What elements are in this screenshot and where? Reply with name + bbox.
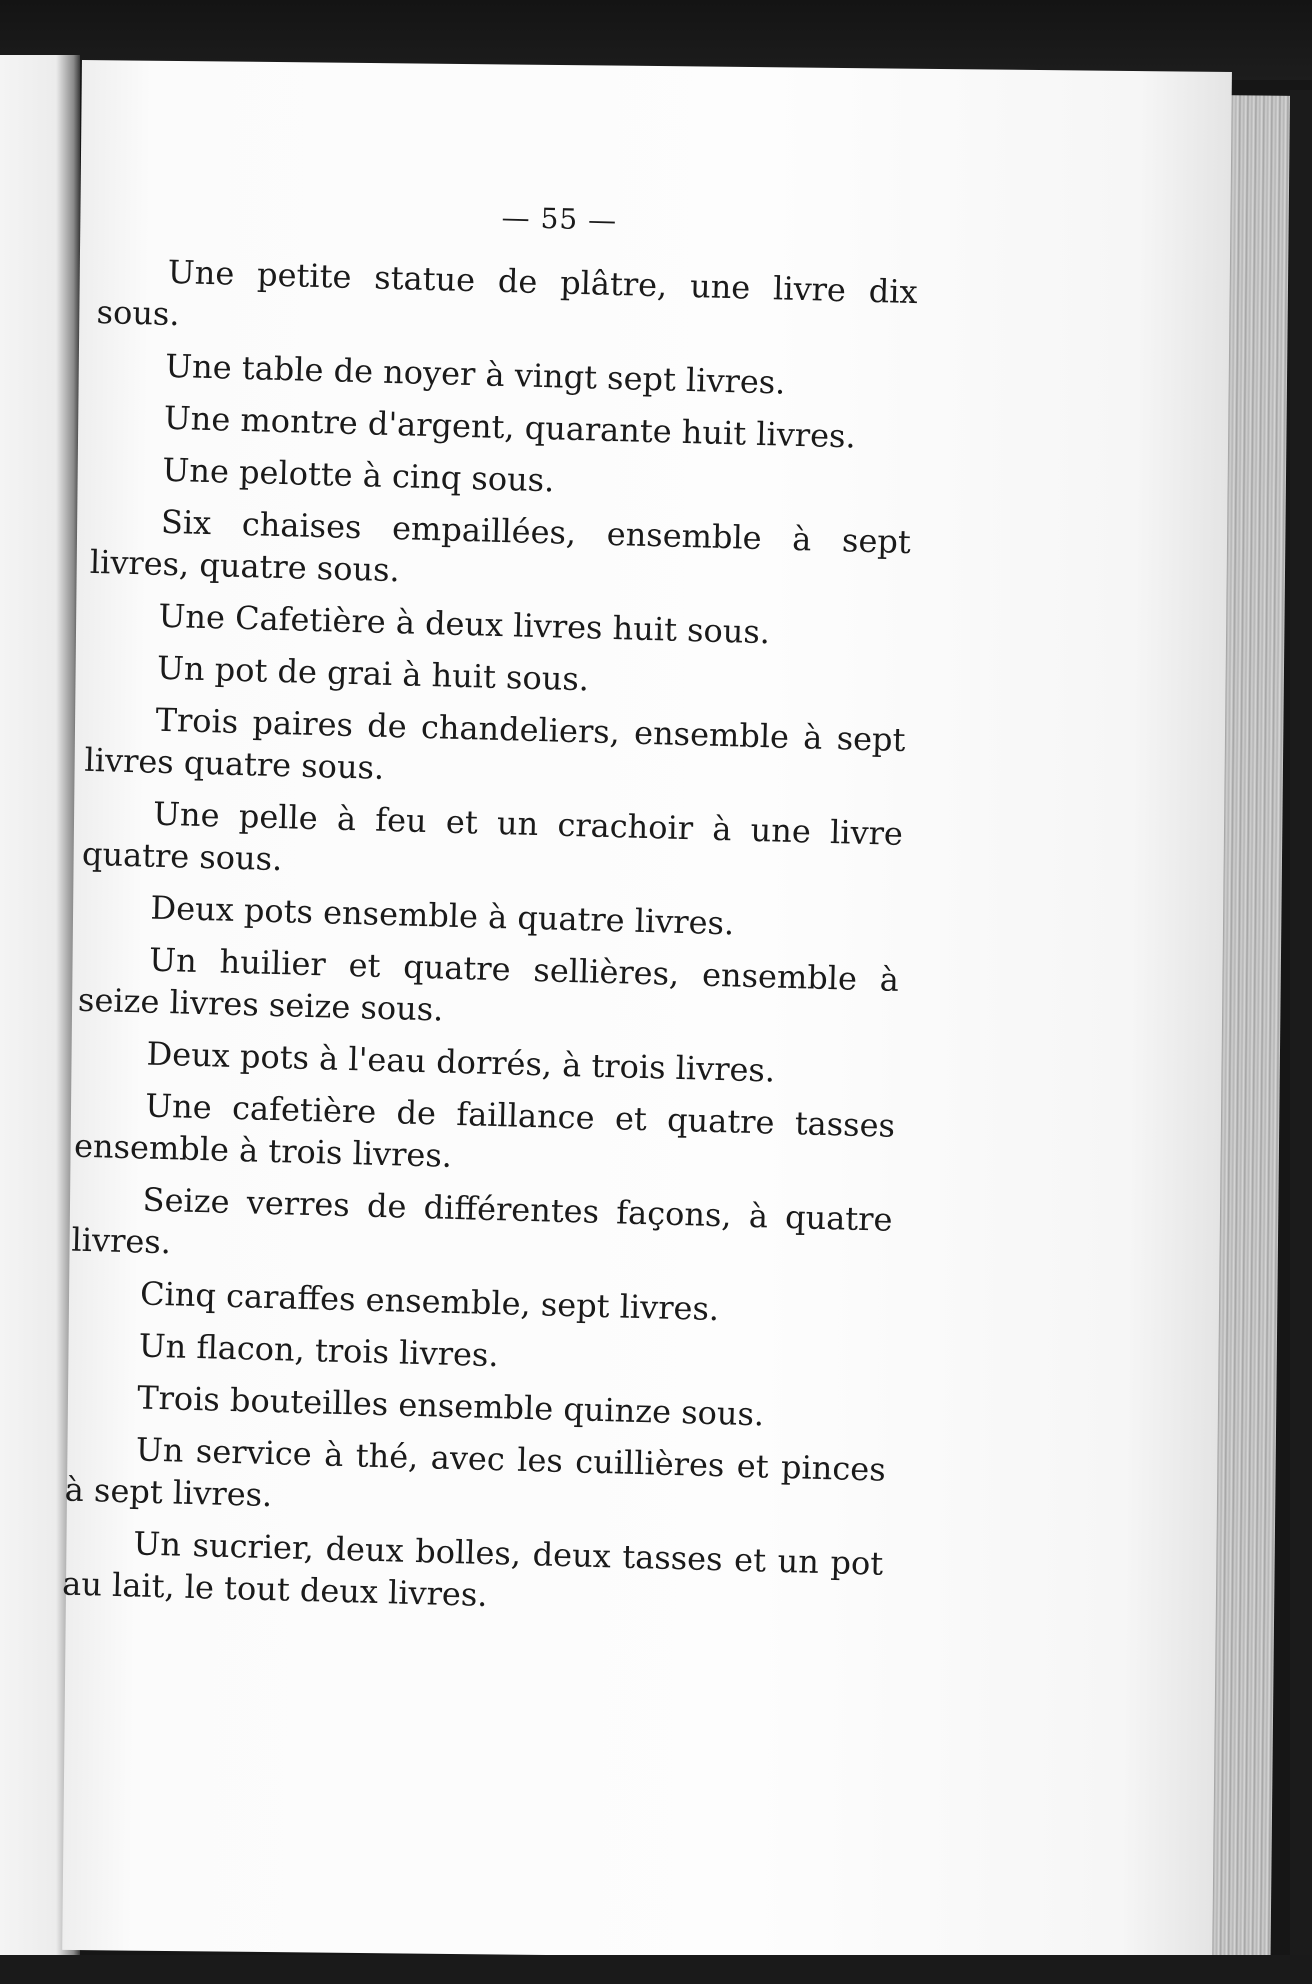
inventory-entry: Un pot de grai à huit sous. <box>156 648 590 699</box>
inventory-entry: Un flacon, trois livres. <box>138 1326 500 1375</box>
inventory-entry: Seize verres de différentes façons, à quatre livres. <box>71 1180 893 1262</box>
background-right <box>1290 90 1312 1984</box>
inventory-entry: Une montre d'argent, quarante huit livres. <box>163 398 857 456</box>
page-text <box>61 190 999 1639</box>
inventory-entry: Deux pots à l'eau dorrés, à trois livres. <box>146 1034 776 1090</box>
page-number: — 55 — <box>501 200 618 237</box>
inventory-entry: Un sucrier, deux bolles, deux tasses et un pot au lait, le tout deux livres. <box>61 1524 884 1614</box>
inventory-entry: Cinq caraffes ensemble, sept livres. <box>139 1274 720 1329</box>
inventory-entry: Six chaises empaillées, ensemble à sept livres, quatre sous. <box>89 502 912 590</box>
inventory-entry: Une petite statue de plâtre, une livre dix sous. <box>96 252 919 334</box>
inventory-entry: Une pelle à feu et un crachoir à une livre quatre sous. <box>81 794 904 879</box>
inventory-entry: Une pelotte à cinq sous. <box>161 450 555 500</box>
inventory-entry: Trois paires de chandeliers, ensemble à sept livres quatre sous. <box>84 700 906 787</box>
inventory-entry: Une Cafetière à deux livres huit sous. <box>157 596 771 652</box>
inventory-entry: Un huilier et quatre sellières, ensemble à seize livres seize sous. <box>77 940 900 1029</box>
inventory-entry: Trois bouteilles ensemble quinze sous. <box>136 1378 765 1434</box>
inventory-entry: Deux pots ensemble à quatre livres. <box>150 888 735 943</box>
inventory-entry: Un service à thé, avec les cuillières et pinces à sept livres. <box>64 1430 887 1515</box>
inventory-entry: Une cafetière de faillance et quatre tasses ensemble à trois livres. <box>73 1086 896 1175</box>
inventory-entry: Une table de noyer à vingt sept livres. <box>164 346 786 402</box>
background-bottom <box>0 1955 1312 1984</box>
